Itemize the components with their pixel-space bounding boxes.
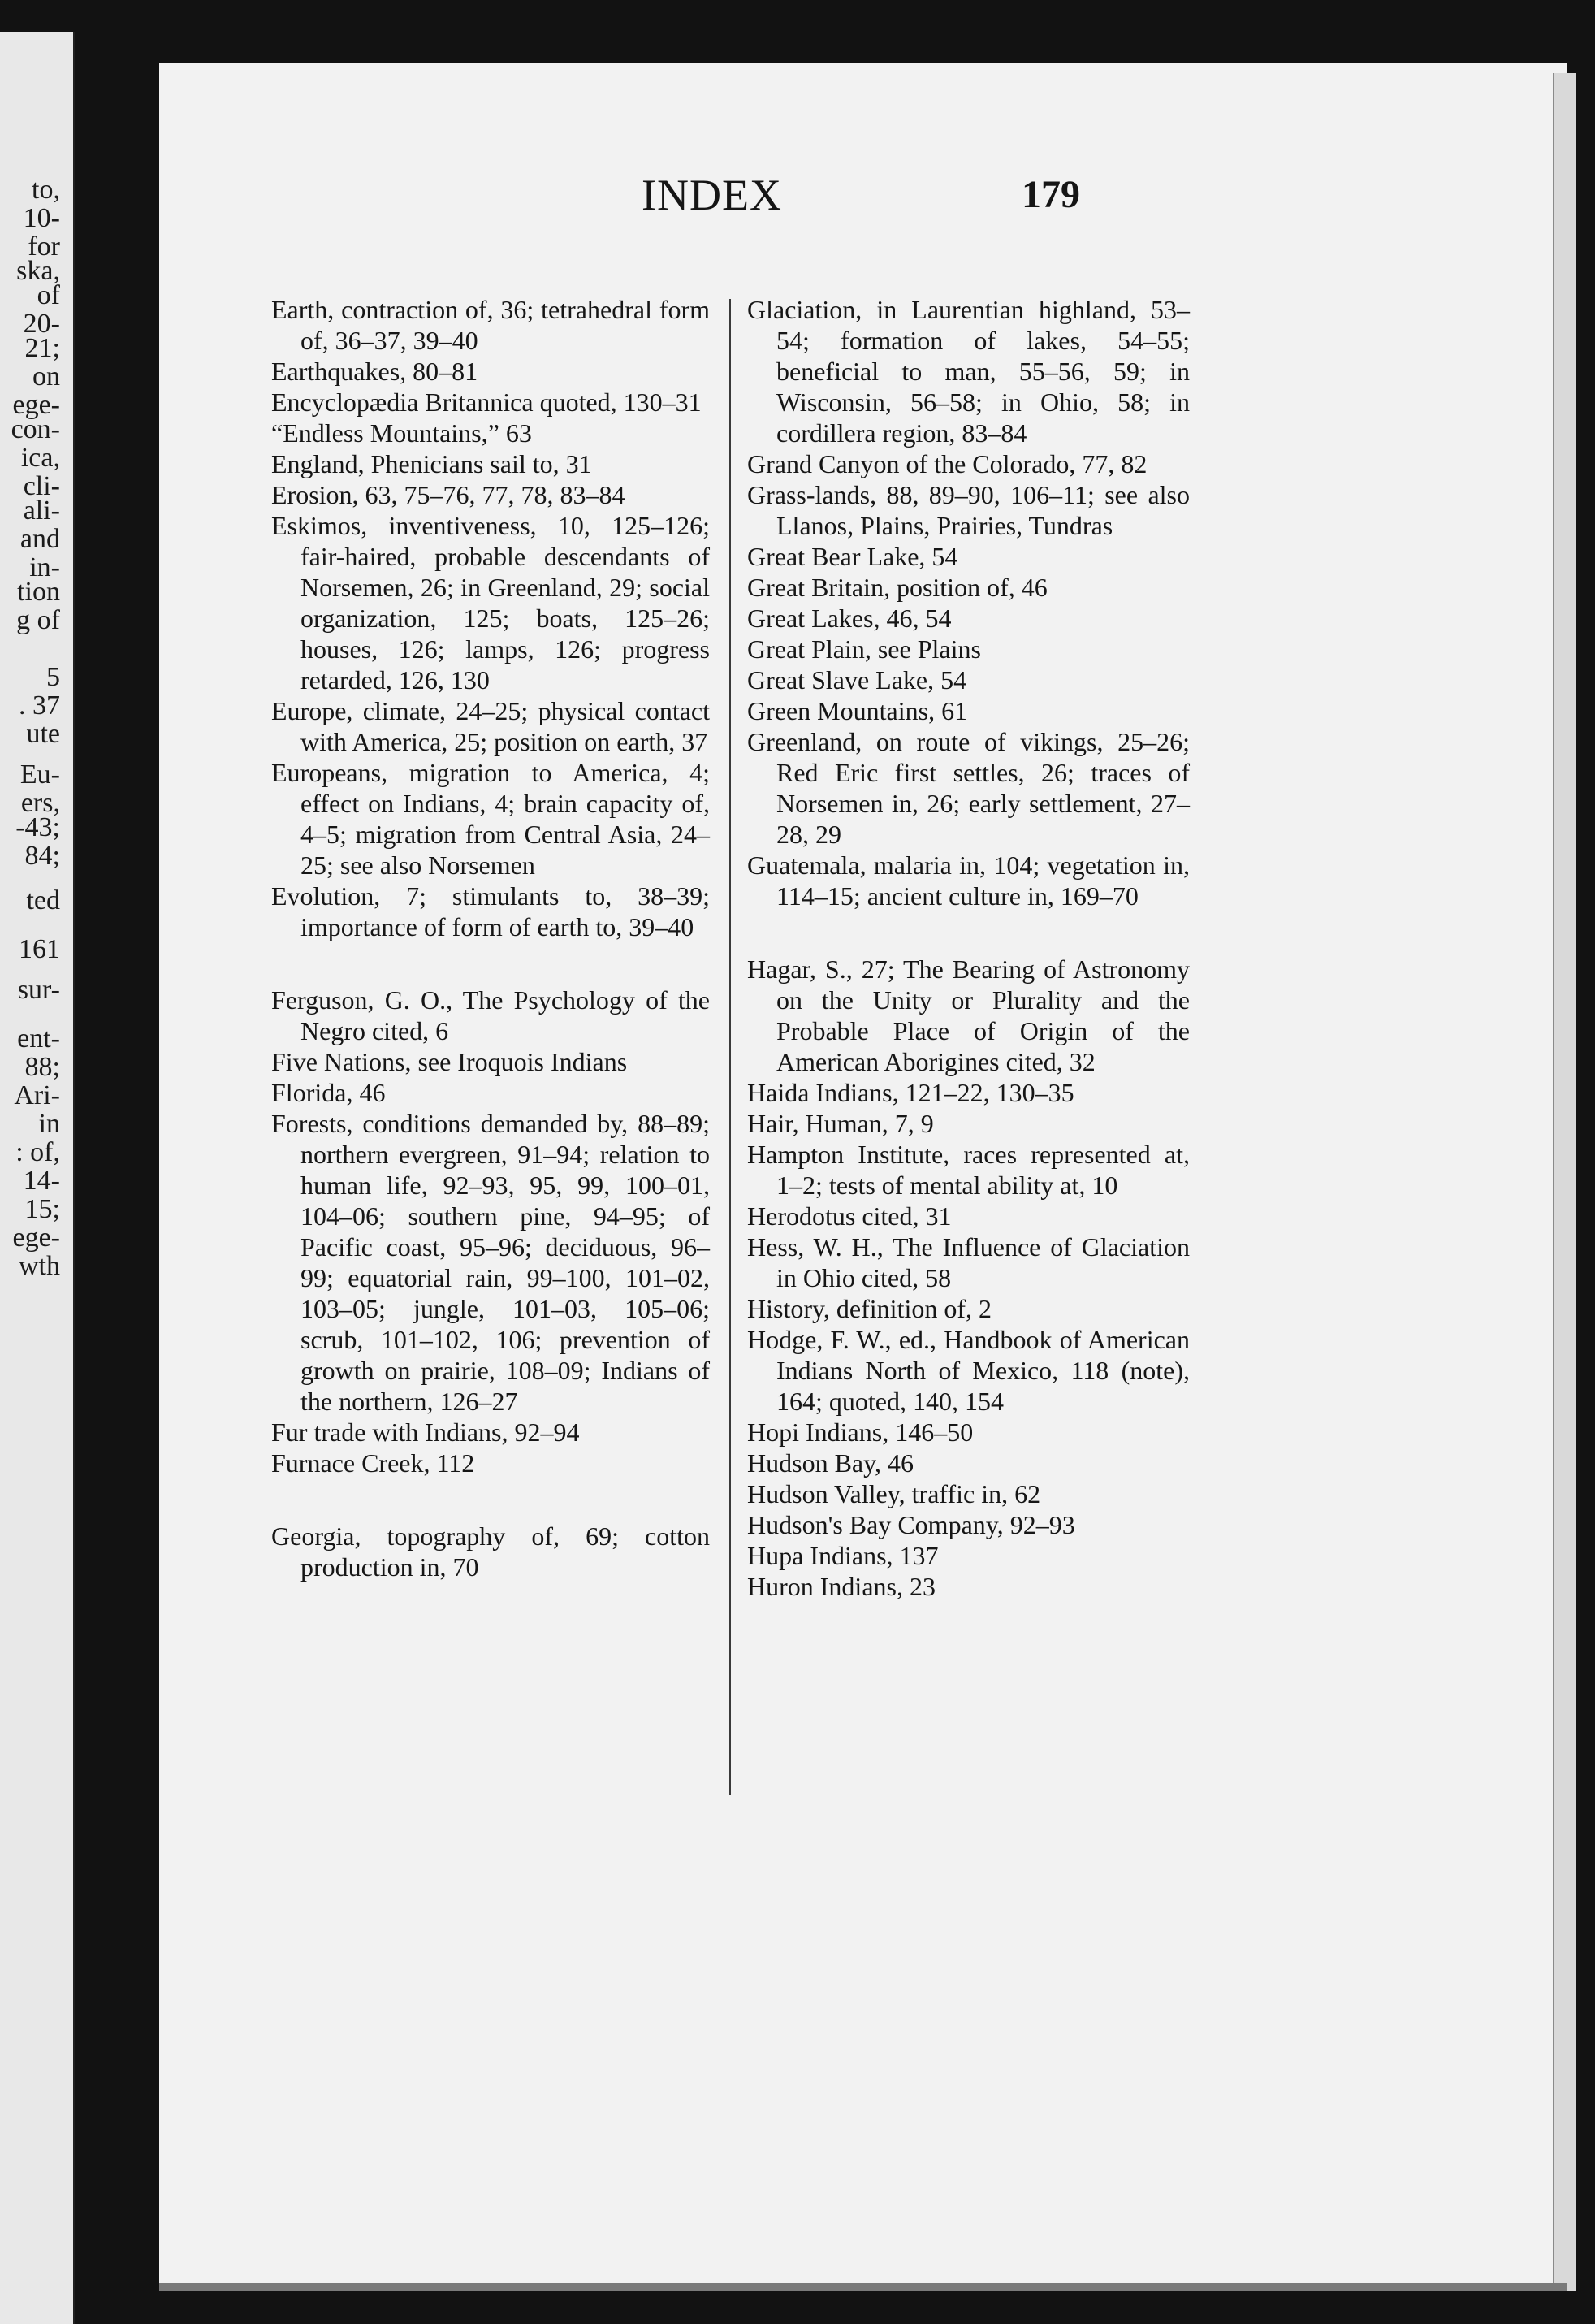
index-left-entry: Ferguson, G. O., The Psychology of the Negro cited, 6	[271, 985, 710, 1045]
index-right-entry: Hupa Indians, 137	[747, 1541, 939, 1570]
page-bottom-shadow	[159, 2283, 1567, 2291]
previous-page-text-fragment: in-	[29, 552, 60, 582]
index-right-entry: Green Mountains, 61	[747, 696, 968, 725]
previous-page-text-fragment: 161	[19, 934, 60, 964]
running-title: INDEX	[642, 171, 782, 219]
index-right-entry: Great Lakes, 46, 54	[747, 604, 952, 633]
previous-page-text-fragment: 20-	[23, 309, 60, 339]
index-left-entry: “Endless Mountains,” 63	[271, 418, 532, 448]
previous-page-text-fragment: ers,	[20, 788, 60, 818]
previous-page-text-fragment: tion	[17, 577, 60, 607]
previous-page-text-fragment: g of	[16, 605, 60, 635]
page-number: 179	[1022, 173, 1080, 216]
index-left-entry: Five Nations, see Iroquois Indians	[271, 1047, 628, 1076]
previous-page-text-fragment: 84;	[24, 841, 60, 871]
index-left-entry: Encyclopædia Britannica quoted, 130–31	[271, 387, 702, 417]
index-left-entry: Europeans, migration to America, 4; effect on Indians, 4; brain capacity of, 4–5; migration from Central Asia, 24–25; see also Norsemen	[271, 758, 710, 880]
previous-page-text-fragment: 88;	[24, 1052, 60, 1082]
previous-page-text-fragment: sur-	[17, 975, 60, 1005]
previous-page-text-fragment: con-	[11, 414, 60, 444]
index-left-entry: Earth, contraction of, 36; tetrahedral form of, 36–37, 39–40	[271, 295, 710, 355]
index-left-entry: England, Phenicians sail to, 31	[271, 449, 592, 478]
index-left-entry: Forests, conditions demanded by, 88–89; northern evergreen, 91–94; relation to human life, 92–93, 95, 99, 100–01, 104–06; southern pine, 94–95; of Pacific coast, 95–96; deciduous, 96–99; equatorial rain, 99–100, 101–02, 103–05; jungle, 101–03, 105–06; scrub, 101–102, 106; prevention of growth on prairie, 108–09; Indians of the northern, 126–27	[271, 1109, 710, 1416]
index-left-entry: Europe, climate, 24–25; physical contact with America, 25; position on earth, 37	[271, 696, 710, 756]
index-left-entry: Florida, 46	[271, 1078, 386, 1107]
previous-page-text-fragment: 21;	[24, 333, 60, 363]
index-column-right	[747, 294, 1190, 1602]
letter-group-gap	[271, 942, 710, 985]
previous-page-text-fragment: Eu-	[19, 760, 60, 790]
previous-page-text-fragment: and	[19, 524, 60, 554]
previous-page-text-fragment: 14-	[23, 1166, 60, 1196]
index-left-entry: Earthquakes, 80–81	[271, 357, 478, 386]
index-right-entry: Haida Indians, 121–22, 130–35	[747, 1078, 1074, 1107]
previous-page-text-fragment: on	[32, 361, 60, 392]
index-right-entry: Huron Indians, 23	[747, 1572, 936, 1601]
letter-group-gap	[747, 911, 1190, 954]
previous-page-text-fragment: 5	[46, 662, 60, 692]
previous-page-text-fragment: wth	[19, 1251, 60, 1281]
index-right-entry: Herodotus cited, 31	[747, 1201, 952, 1231]
index-right-entry: Hampton Institute, races represented at, 1–2; tests of mental ability at, 10	[747, 1140, 1190, 1200]
previous-page-text-fragment: 10-	[23, 203, 60, 233]
index-left-entry: Fur trade with Indians, 92–94	[271, 1417, 580, 1447]
previous-page-text-fragment: ute	[26, 719, 60, 749]
previous-page-text-fragment: to,	[32, 175, 60, 205]
previous-page-text-fragment: ica,	[20, 443, 60, 473]
index-left-entry: Eskimos, inventiveness, 10, 125–126; fair-haired, probable descendants of Norsemen, 26; in Greenland, 29; social organization, 125; boats, 125–26; houses, 126; lamps, 126; progress retarded, 126, 130	[271, 511, 710, 695]
previous-page-text-fragment: in	[38, 1109, 60, 1139]
previous-page-text-fragment: of	[37, 280, 60, 310]
index-right-entry: Grass-lands, 88, 89–90, 106–11; see also Llanos, Plains, Prairies, Tundras	[747, 480, 1190, 540]
index-left-entry: Erosion, 63, 75–76, 77, 78, 83–84	[271, 480, 625, 509]
index-right-entry: Hudson Bay, 46	[747, 1448, 914, 1478]
previous-page-edge	[0, 32, 75, 2324]
column-divider	[729, 299, 731, 1795]
previous-page-text-fragment: ted	[26, 885, 60, 915]
index-right-entry: Great Britain, position of, 46	[747, 573, 1048, 602]
index-right-entry: Greenland, on route of vikings, 25–26; Red Eric first settles, 26; traces of Norsemen in, 26; early settlement, 27–28, 29	[747, 727, 1190, 849]
previous-page-text-fragment: . 37	[19, 690, 60, 721]
page-stack-edge	[1553, 73, 1576, 2291]
index-right-entry: History, definition of, 2	[747, 1294, 992, 1323]
index-right-entry: Great Plain, see Plains	[747, 634, 981, 664]
previous-page-text-fragment: cli-	[23, 471, 60, 501]
previous-page-text-fragment: ent-	[17, 1024, 60, 1054]
index-right-entry: Hodge, F. W., ed., Handbook of American Indians North of Mexico, 118 (note), 164; quoted, 140, 154	[747, 1325, 1190, 1416]
index-left-entry: Evolution, 7; stimulants to, 38–39; importance of form of earth to, 39–40	[271, 881, 710, 941]
index-right-entry: Great Slave Lake, 54	[747, 665, 967, 695]
index-left-entry: Furnace Creek, 112	[271, 1448, 475, 1478]
index-right-entry: Hagar, S., 27; The Bearing of Astronomy on the Unity or Plurality and the Probable Place of Origin of the American Aborigines cited, 32	[747, 954, 1190, 1076]
index-right-entry: Hess, W. H., The Influence of Glaciation in Ohio cited, 58	[747, 1232, 1190, 1292]
index-right-entry: Glaciation, in Laurentian highland, 53–54; formation of lakes, 54–55; beneficial to man, 55–56, 59; in Wisconsin, 56–58; in Ohio, 58; in cordillera region, 83–84	[747, 295, 1190, 448]
previous-page-text-fragment: for	[28, 232, 60, 262]
previous-page-text-fragment: : of,	[15, 1137, 60, 1167]
previous-page-text-fragment: ali-	[23, 496, 60, 526]
index-right-entry: Guatemala, malaria in, 104; vegetation in, 114–15; ancient culture in, 169–70	[747, 850, 1190, 911]
index-left-entry: Georgia, topography of, 69; cotton production in, 70	[271, 1521, 710, 1582]
index-right-entry: Hudson Valley, traffic in, 62	[747, 1479, 1041, 1508]
previous-page-text-fragment: ege-	[12, 390, 60, 420]
index-right-entry: Hair, Human, 7, 9	[747, 1109, 934, 1138]
letter-group-gap	[271, 1478, 710, 1521]
previous-page-text-fragment: ska,	[16, 256, 60, 286]
previous-page-text-fragment: ege-	[12, 1223, 60, 1253]
running-head	[601, 162, 1080, 227]
index-column-left	[271, 294, 710, 1582]
index-right-entry: Hopi Indians, 146–50	[747, 1417, 974, 1447]
index-right-entry: Great Bear Lake, 54	[747, 542, 958, 571]
index-right-entry: Hudson's Bay Company, 92–93	[747, 1510, 1075, 1539]
index-right-entry: Grand Canyon of the Colorado, 77, 82	[747, 449, 1148, 478]
previous-page-text-fragment: Ari-	[14, 1080, 60, 1110]
previous-page-text-fragment: 15;	[24, 1194, 60, 1224]
previous-page-text-fragment: -43;	[15, 812, 60, 842]
